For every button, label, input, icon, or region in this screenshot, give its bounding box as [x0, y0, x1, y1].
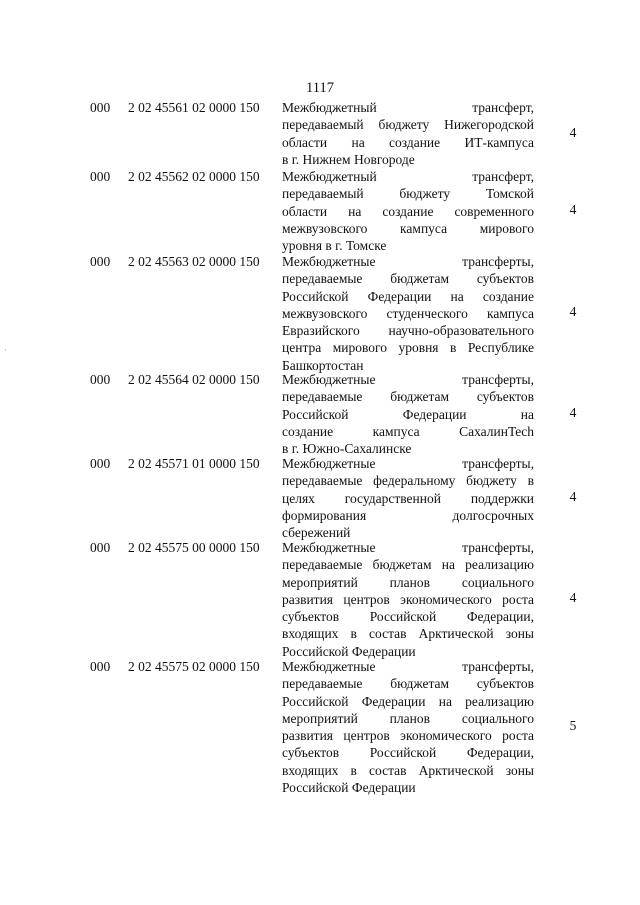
admin-code: 000 — [90, 100, 111, 115]
description-line: Российской Федерации на — [282, 406, 534, 422]
description-line: передаваемый бюджету Томской — [282, 186, 534, 202]
budget-classification-code: 2 02 45563 02 0000 150 — [128, 254, 260, 269]
description-line: Межбюджетный трансферт, — [282, 100, 534, 115]
revenue-description — [282, 658, 534, 796]
description-line: Российской Федерации — [282, 643, 416, 659]
description-line: передаваемый бюджету Нижегородской — [282, 117, 534, 133]
description-line: передаваемые федеральному бюджету в — [282, 473, 534, 489]
budget-classification-code: 2 02 45571 01 0000 150 — [128, 456, 260, 471]
description-line: центра мирового уровня в Республике — [282, 340, 534, 356]
description-line: мероприятий планов социального — [282, 574, 534, 590]
amount-value: 4 — [569, 202, 577, 217]
description-line: субъектов Российской Федерации, — [282, 609, 534, 624]
description-line: передаваемые бюджетам субъектов — [282, 389, 534, 405]
description-line: области на создание современного — [282, 203, 534, 219]
admin-code: 000 — [90, 456, 111, 471]
admin-code: 000 — [90, 372, 111, 387]
revenue-description — [282, 371, 534, 457]
admin-code: 000 — [90, 254, 111, 269]
budget-classification-code: 2 02 45575 00 0000 150 — [128, 540, 260, 555]
revenue-description — [282, 168, 534, 254]
description-line: Российской Федерации на реализацию — [282, 693, 534, 709]
description-line: развития центров экономического роста — [282, 728, 534, 743]
description-line: передаваемые бюджетам субъектов — [282, 676, 534, 692]
description-line: Межбюджетные трансферты, — [282, 456, 534, 471]
description-line: формирования долгосрочных — [282, 507, 534, 523]
description-line: развития центров экономического роста — [282, 591, 534, 607]
revenue-description — [282, 539, 534, 660]
budget-classification-code: 2 02 45561 02 0000 150 — [128, 100, 260, 115]
margin-mark: · — [4, 345, 7, 355]
budget-classification-code: 2 02 45562 02 0000 150 — [128, 169, 260, 184]
description-line: субъектов Российской Федерации, — [282, 745, 534, 761]
budget-classification-code: 2 02 45564 02 0000 150 — [128, 372, 260, 387]
description-line: Башкортостан — [282, 357, 364, 373]
description-line: Российской Федерации — [282, 779, 416, 795]
description-line: передаваемые бюджетам на реализацию — [282, 557, 534, 573]
description-line: области на создание ИТ-кампуса — [282, 134, 534, 150]
admin-code: 000 — [90, 659, 111, 674]
amount-value: 4 — [569, 304, 577, 319]
description-line: целях государственной поддержки — [282, 490, 534, 506]
description-line: Евразийского научно-образовательного — [282, 323, 534, 338]
revenue-description — [282, 99, 534, 168]
description-line: Межбюджетные трансферты, — [282, 372, 534, 387]
admin-code: 000 — [90, 169, 111, 184]
amount-value: 4 — [569, 489, 577, 504]
page-number: 1117 — [306, 80, 334, 96]
description-line: Межбюджетные трансферты, — [282, 254, 534, 269]
description-line: сбережений — [282, 525, 351, 540]
revenue-description — [282, 253, 534, 374]
description-line: Межбюджетные трансферты, — [282, 659, 534, 674]
description-line: в г. Нижнем Новгороде — [282, 151, 415, 167]
amount-value: 4 — [569, 125, 577, 140]
description-line: уровня в г. Томске — [282, 238, 387, 253]
description-line: в г. Южно-Сахалинске — [282, 441, 412, 456]
budget-classification-code: 2 02 45575 02 0000 150 — [128, 659, 260, 674]
description-line: межвузовского кампуса мирового — [282, 220, 534, 236]
description-line: передаваемые бюджетам субъектов — [282, 271, 534, 287]
description-line: создание кампуса СахалинTech — [282, 423, 534, 439]
description-line: Межбюджетный трансферт, — [282, 169, 534, 184]
description-line: Межбюджетные трансферты, — [282, 540, 534, 555]
amount-value: 4 — [569, 590, 577, 605]
description-line: входящих в состав Арктической зоны — [282, 626, 534, 642]
description-line: межвузовского студенческого кампуса — [282, 305, 534, 321]
admin-code: 000 — [90, 540, 111, 555]
amount-value: 4 — [569, 405, 577, 420]
description-line: мероприятий планов социального — [282, 710, 534, 726]
description-line: Российской Федерации на создание — [282, 288, 534, 304]
description-line: входящих в состав Арктической зоны — [282, 762, 534, 778]
revenue-description — [282, 455, 534, 541]
amount-value: 5 — [569, 718, 577, 733]
